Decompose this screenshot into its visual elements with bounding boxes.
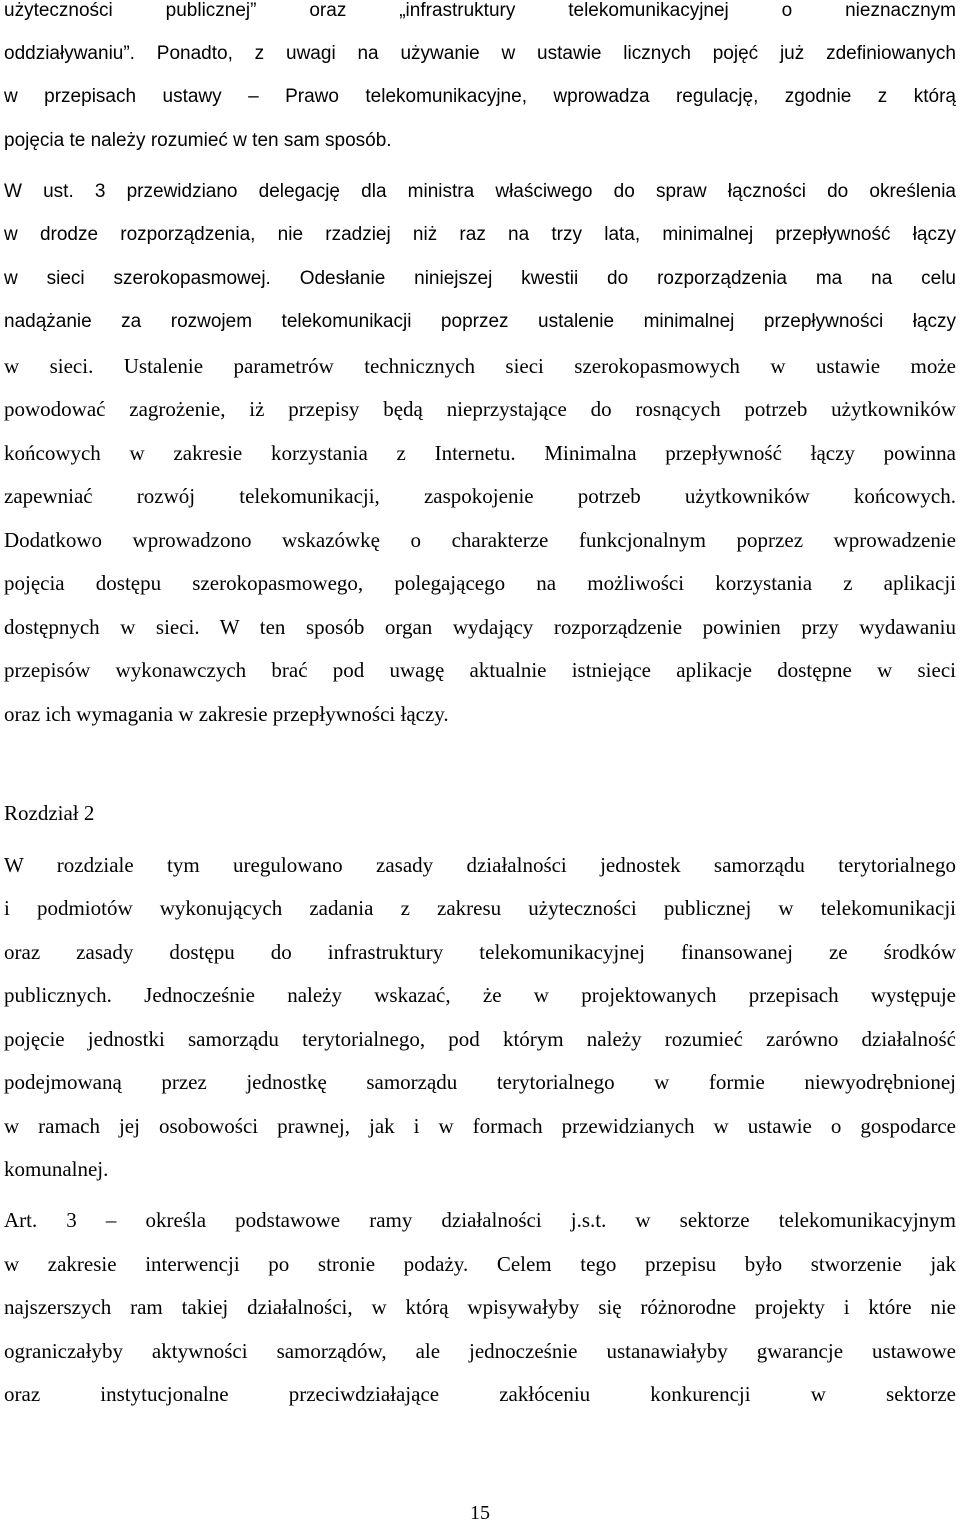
page-number: 15 <box>470 1502 490 1524</box>
paragraph-4-line: Art. 3 – określa podstawowe ramy działalności j.s.t. w sektorze telekomunikacyjnym <box>4 1208 956 1232</box>
paragraph-2-line: końcowych w zakresie korzystania z Internetu. Minimalna przepływność łączy powinna <box>4 441 956 465</box>
paragraph-4-line: najszerszych ram takiej działalności, w którą wpisywałyby się różnorodne projekty i które nie <box>4 1295 956 1319</box>
paragraph-3-line: komunalnej. <box>4 1157 109 1181</box>
paragraph-2-line: w drodze rozporządzenia, nie rzadziej niż raz na trzy lata, minimalnej przepływność łączy <box>4 224 956 245</box>
paragraph-3-line: w ramach jej osobowości prawnej, jak i w formach przewidzianych w ustawie o gospodarce <box>4 1114 956 1138</box>
paragraph-3-line: publicznych. Jednocześnie należy wskazać, że w projektowanych przepisach występuje <box>4 983 956 1007</box>
paragraph-2-line: w sieci. Ustalenie parametrów technicznych sieci szerokopasmowych w ustawie może <box>4 354 956 378</box>
paragraph-2-line: nadążanie za rozwojem telekomunikacji poprzez ustalenie minimalnej przepływności łączy <box>4 311 956 332</box>
paragraph-2-line: W ust. 3 przewidziano delegację dla ministra właściwego do spraw łączności do określenia <box>4 181 956 202</box>
paragraph-3-line: podejmowaną przez jednostkę samorządu terytorialnego w formie niewyodrębnionej <box>4 1070 956 1094</box>
paragraph-1-line: oddziaływaniu”. Ponadto, z uwagi na używanie w ustawie licznych pojęć już zdefiniowanych <box>4 43 956 64</box>
paragraph-4-line: ograniczałyby aktywności samorządów, ale jednocześnie ustanawiałyby gwarancje ustawowe <box>4 1339 956 1363</box>
paragraph-2-line: zapewniać rozwój telekomunikacji, zaspokojenie potrzeb użytkowników końcowych. <box>4 484 956 508</box>
paragraph-3-line: W rozdziale tym uregulowano zasady działalności jednostek samorządu terytorialnego <box>4 853 956 877</box>
paragraph-1-line: w przepisach ustawy – Prawo telekomunikacyjne, wprowadza regulację, zgodnie z którą <box>4 86 956 107</box>
paragraph-2-line: powodować zagrożenie, iż przepisy będą nieprzystające do rosnących potrzeb użytkowników <box>4 397 956 421</box>
chapter-heading: Rozdział 2 <box>4 801 95 825</box>
paragraph-2-line: przepisów wykonawczych brać pod uwagę aktualnie istniejące aplikacje dostępne w sieci <box>4 658 956 682</box>
paragraph-4-line: oraz instytucjonalne przeciwdziałające zakłóceniu konkurencji w sektorze <box>4 1382 956 1406</box>
paragraph-2-line: dostępnych w sieci. W ten sposób organ wydający rozporządzenie powinien przy wydawaniu <box>4 615 956 639</box>
paragraph-2-line: pojęcia dostępu szerokopasmowego, polegającego na możliwości korzystania z aplikacji <box>4 571 956 595</box>
paragraph-2-line: w sieci szerokopasmowej. Odesłanie niniejszej kwestii do rozporządzenia ma na celu <box>4 268 956 289</box>
paragraph-1-line: użyteczności publicznej” oraz „infrastruktury telekomunikacyjnej o nieznacznym <box>4 0 956 21</box>
paragraph-3-line: oraz zasady dostępu do infrastruktury telekomunikacyjnej finansowanej ze środków <box>4 940 956 964</box>
paragraph-3-line: i podmiotów wykonujących zadania z zakresu użyteczności publicznej w telekomunikacji <box>4 896 956 920</box>
paragraph-4-line: w zakresie interwencji po stronie podaży. Celem tego przepisu było stworzenie jak <box>4 1252 956 1276</box>
paragraph-2-line: oraz ich wymagania w zakresie przepływności łączy. <box>4 702 449 726</box>
paragraph-1-line: pojęcia te należy rozumieć w ten sam sposób. <box>4 130 392 151</box>
paragraph-2-line: Dodatkowo wprowadzono wskazówkę o charakterze funkcjonalnym poprzez wprowadzenie <box>4 528 956 552</box>
paragraph-3-line: pojęcie jednostki samorządu terytorialnego, pod którym należy rozumieć zarówno działalność <box>4 1027 956 1051</box>
